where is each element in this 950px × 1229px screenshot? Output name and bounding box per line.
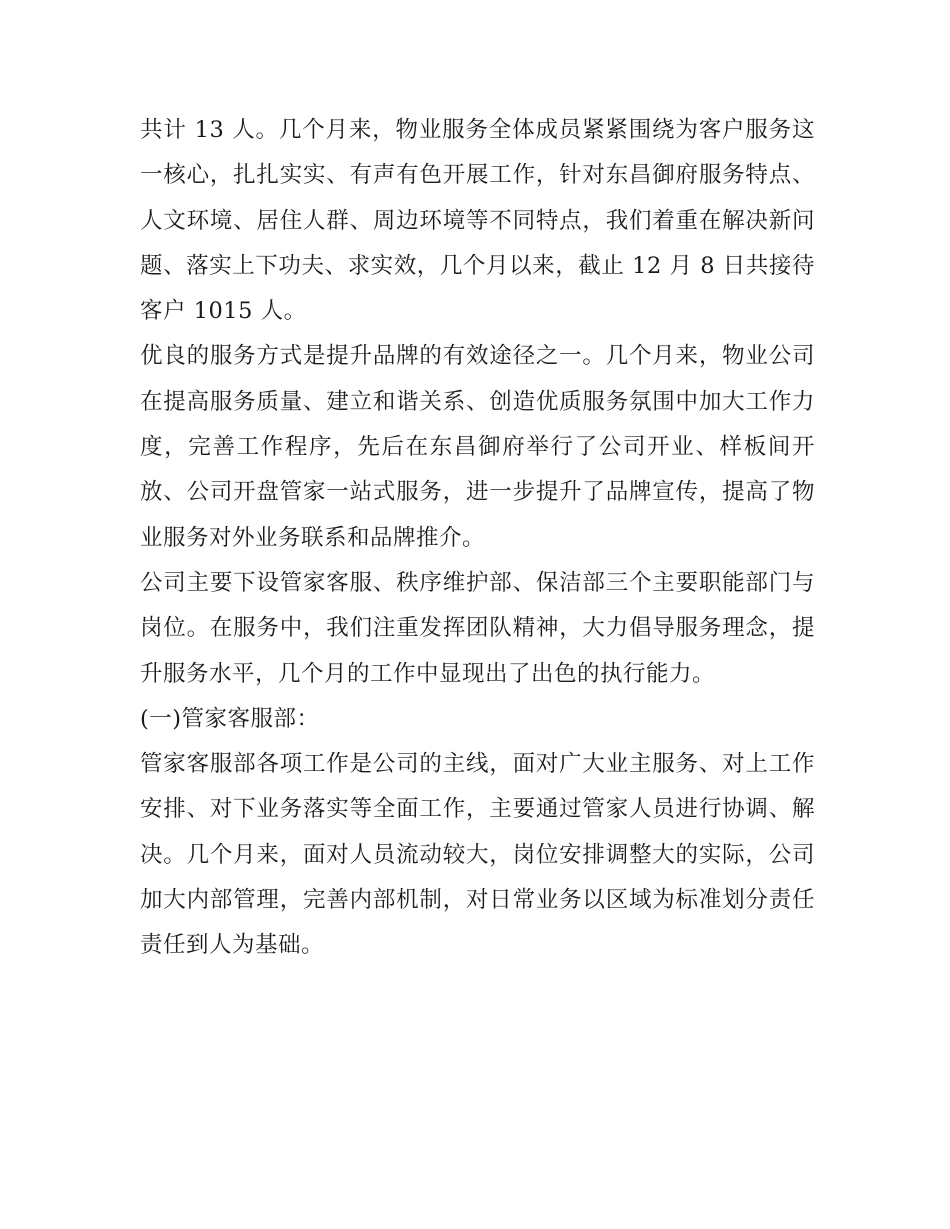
document-body — [140, 108, 815, 969]
paragraph-service-brand: 优良的服务方式是提升品牌的有效途径之一。几个月来，物业公司在提高服务质量、建立和谐关系、创造优质服务氛围中加大工作力度，完善工作程序，先后在东昌御府举行了公司开业、样板间开放、公司开盘管家一站式服务，进一步提升了品牌宣传，提高了物业服务对外业务联系和品牌推介。 — [140, 343, 815, 551]
section-heading-butler-service: (一)管家客服部： — [140, 705, 320, 732]
paragraph-departments: 公司主要下设管家客服、秩序维护部、保洁部三个主要职能部门与岗位。在服务中，我们注重发挥团队精神，大力倡导服务理念，提升服务水平，几个月的工作中显现出了出色的执行能力。 — [140, 569, 815, 687]
paragraph-staff-summary: 共计 13 人。几个月来，物业服务全体成员紧紧围绕为客户服务这一核心，扎扎实实、有声有色开展工作，针对东昌御府服务特点、人文环境、居住人群、周边环境等不同特点，我们着重在解决新问题、落实上下功夫、求实效，几个月以来，截止 12 月 8 日共接待客户 1015 人。 — [140, 117, 815, 325]
paragraph-butler-service: 管家客服部各项工作是公司的主线，面对广大业主服务、对上工作安排、对下业务落实等全面工作，主要通过管家人员进行协调、解决。几个月来，面对人员流动较大，岗位安排调整大的实际，公司加大内部管理，完善内部机制，对日常业务以区域为标准划分责任责任到人为基础。 — [140, 751, 815, 959]
